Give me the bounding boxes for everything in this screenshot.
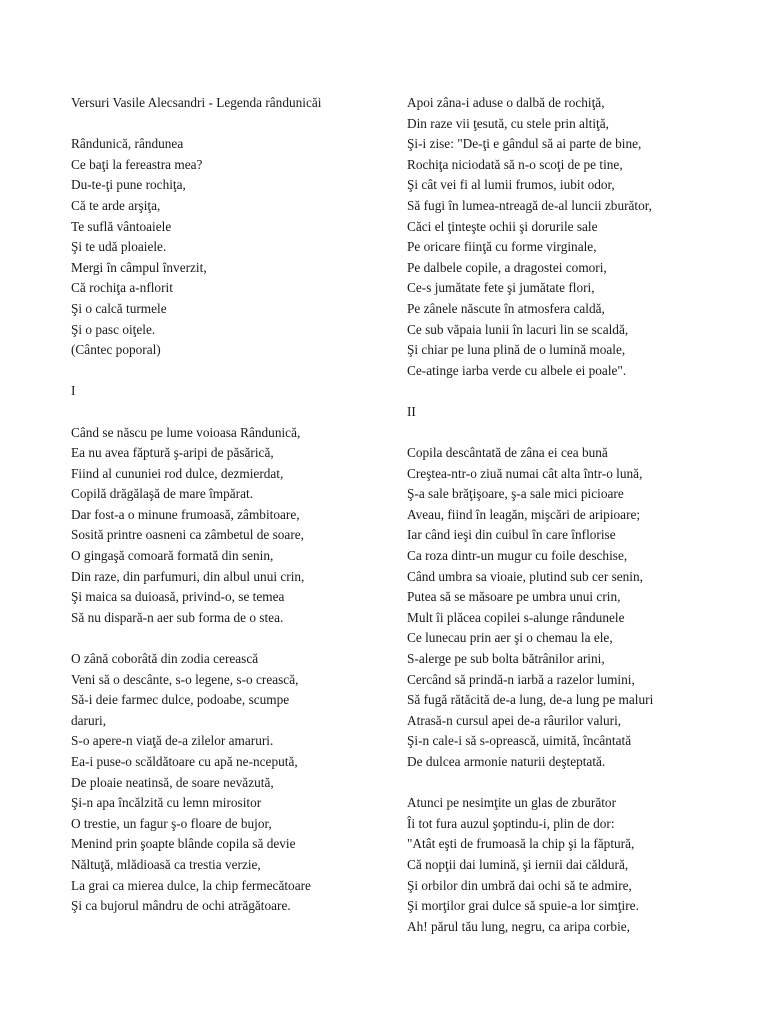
left-text-line: Şi o pasc oiţele. [71, 321, 156, 337]
right-text-line: De dulcea armonie naturii deşteptată. [407, 754, 606, 769]
right-text-line: Că nopţii dai lumină, şi iernii dai căldură, [407, 856, 629, 872]
right-text-line: Când umbra sa vioaie, plutind sub cer senin, [407, 568, 643, 584]
left-text-line: Ce baţi la fereastra mea? [71, 156, 203, 172]
left-text-line: Rândunică, rândunea [71, 136, 184, 152]
left-text-line: Sosită printre oasneni ca zâmbetul de soare, [71, 527, 304, 543]
right-text-line: Ce lunecau prin aer şi o chemau la ele, [407, 630, 613, 646]
right-text-line: Cercând să prindă-n iarbă a razelor lumini, [407, 671, 635, 687]
left-text-line: Şi o calcă turmele [71, 300, 167, 316]
left-text-line: Şi te udă ploaiele. [71, 239, 167, 255]
left-text-line: Veni să o descânte, s-o legene, s-o crească, [71, 671, 299, 687]
right-text-line: Pe oricare fiinţă cu forme virginale, [407, 239, 597, 255]
left-text-line: Dar fost-a o minune frumoasă, zâmbitoare, [71, 506, 300, 522]
right-text-line: Apoi zâna-i aduse o dalbă de rochiţă, [407, 95, 605, 110]
right-text-line: Rochiţa niciodată să n-o scoţi de pe tine, [407, 156, 623, 172]
left-column [71, 93, 391, 917]
right-text-line: Să fugi în lumea-ntreagă de-al luncii zburător, [407, 197, 652, 213]
left-text-line: Ea-i puse-o scăldătoare cu apă ne-ncepută, [71, 754, 298, 769]
blank-line [407, 773, 752, 794]
left-text-line: Versuri Vasile Alecsandri - Legenda rândunicăi [71, 95, 322, 110]
left-text-line: Să-i deie farmec dulce, podoabe, scumpe [71, 692, 290, 708]
right-text-line: Ce sub văpaia lunii în lacuri lin se scaldă, [407, 321, 629, 337]
right-text-line: Pe zânele născute în atmosfera caldă, [407, 300, 605, 316]
right-text-line: Şi-i zise: "De-ţi e gândul să ai parte de bine, [407, 136, 642, 152]
right-text-line: Căci el ţinteşte ochii şi dorurile sale [407, 218, 598, 234]
left-text-line: (Cântec poporal) [71, 342, 161, 358]
left-text-line: I [71, 383, 76, 399]
left-text-line: O zână coborâtă din zodia cerească [71, 651, 259, 667]
blank-line [71, 361, 391, 382]
right-text-line: Îi tot fura auzul şoptindu-i, plin de dor: [407, 815, 615, 831]
left-text-line: Că te arde arşiţa, [71, 197, 161, 213]
blank-line [407, 423, 752, 444]
right-text-line: Şi morţilor grai dulce să spuie-a lor simţire. [407, 898, 639, 914]
left-text-line: Mergi în câmpul înverzit, [71, 259, 207, 275]
right-text-line: Să fugă rătăcită de-a lung, de-a lung pe maluri [407, 692, 654, 708]
left-text-line: La grai ca mierea dulce, la chip fermecătoare [71, 877, 311, 893]
left-text-line: Şi maica sa duioasă, privind-o, se temea [71, 589, 285, 605]
left-text-line: O trestie, un fagur ş-o floare de bujor, [71, 815, 272, 831]
right-text-line: Ce-s jumătate fete şi jumătate flori, [407, 280, 595, 296]
right-text-line: Atrasă-n cursul apei de-a râurilor valuri, [407, 712, 622, 728]
left-text-line: Ea nu avea făptură ş-aripi de păsărică, [71, 445, 274, 461]
blank-line [71, 628, 391, 649]
right-text-line: "Atât eşti de frumoasă la chip şi la făptură, [407, 836, 635, 852]
blank-line [407, 381, 752, 402]
right-text-line: Aveau, fiind în leagăn, mişcări de aripioare; [407, 506, 641, 522]
right-text-line: Putea să se măsoare pe umbra unui crin, [407, 589, 621, 605]
right-text-line: Şi chiar pe luna plină de o lumină moale, [407, 342, 626, 358]
right-text-line: II [407, 403, 416, 419]
right-text-line: Creştea-ntr-o ziuă numai cât alta într-o lună, [407, 465, 643, 481]
left-text-line: Copilă drăgălaşă de mare împărat. [71, 486, 254, 502]
blank-line [71, 114, 391, 135]
left-text-line: O gingaşă comoară formată din senin, [71, 548, 274, 564]
right-text-line: Şi-n cale-i să s-oprească, uimită, încântată [407, 733, 632, 749]
blank-line [71, 402, 391, 423]
left-text-line: Să nu dispară-n aer sub forma de o stea. [71, 609, 284, 625]
right-text-line: Ce-atinge iarba verde cu albele ei poale". [407, 362, 627, 378]
right-text-line: Şi cât vei fi al lumii frumos, iubit odor, [407, 177, 615, 193]
left-text-line: Menind prin şoapte blânde copila să devie [71, 836, 296, 852]
right-text-line: Ca roza dintr-un mugur cu foile deschise, [407, 548, 628, 564]
right-text-line: Ş-a sale brăţişoare, ş-a sale mici picioare [407, 486, 624, 502]
left-text-line: Că rochiţa a-nflorit [71, 280, 173, 296]
right-text-line: Copila descântată de zâna ei cea bună [407, 445, 608, 461]
left-text-line: daruri, [71, 712, 107, 728]
left-text-line: Fiind al cununiei rod dulce, dezmierdat, [71, 465, 284, 481]
left-text-line: Şi-n apa încălzită cu lemn mirositor [71, 795, 262, 811]
right-text-line: Pe dalbele copile, a dragostei comori, [407, 259, 607, 275]
left-text-line: De ploaie neatinsă, de soare nevăzută, [71, 774, 274, 790]
left-text-line: Când se născu pe lume voioasa Rândunică, [71, 424, 301, 440]
right-text-line: Iar când ieşi din cuibul în care înflorise [407, 527, 616, 543]
right-text-line: Şi orbilor din umbră dai ochi să te admire, [407, 877, 632, 893]
left-text-line: Năltuţă, mlădioasă ca trestia verzie, [71, 856, 261, 872]
left-text-line: Te suflă vântoaiele [71, 218, 172, 234]
right-text-line: Ah! părul tău lung, negru, ca aripa corbie, [407, 918, 631, 934]
right-text-line: Atunci pe nesimţite un glas de zburător [407, 795, 616, 811]
right-text-line: Mult îi plăcea copilei s-alunge rândunele [407, 609, 625, 625]
left-text-line: S-o apere-n viaţă de-a zilelor amaruri. [71, 733, 274, 749]
right-text-line: S-alerge pe sub bolta bătrânilor arini, [407, 651, 605, 667]
right-column [407, 93, 752, 937]
left-text-line: Du-te-ţi pune rochiţa, [71, 177, 186, 193]
left-text-line: Şi ca bujorul mândru de ochi atrăgătoare. [71, 898, 291, 914]
right-text-line: Din raze vii ţesută, cu stele prin altiţă, [407, 115, 609, 131]
left-text-line: Din raze, din parfumuri, din albul unui crin, [71, 568, 305, 584]
